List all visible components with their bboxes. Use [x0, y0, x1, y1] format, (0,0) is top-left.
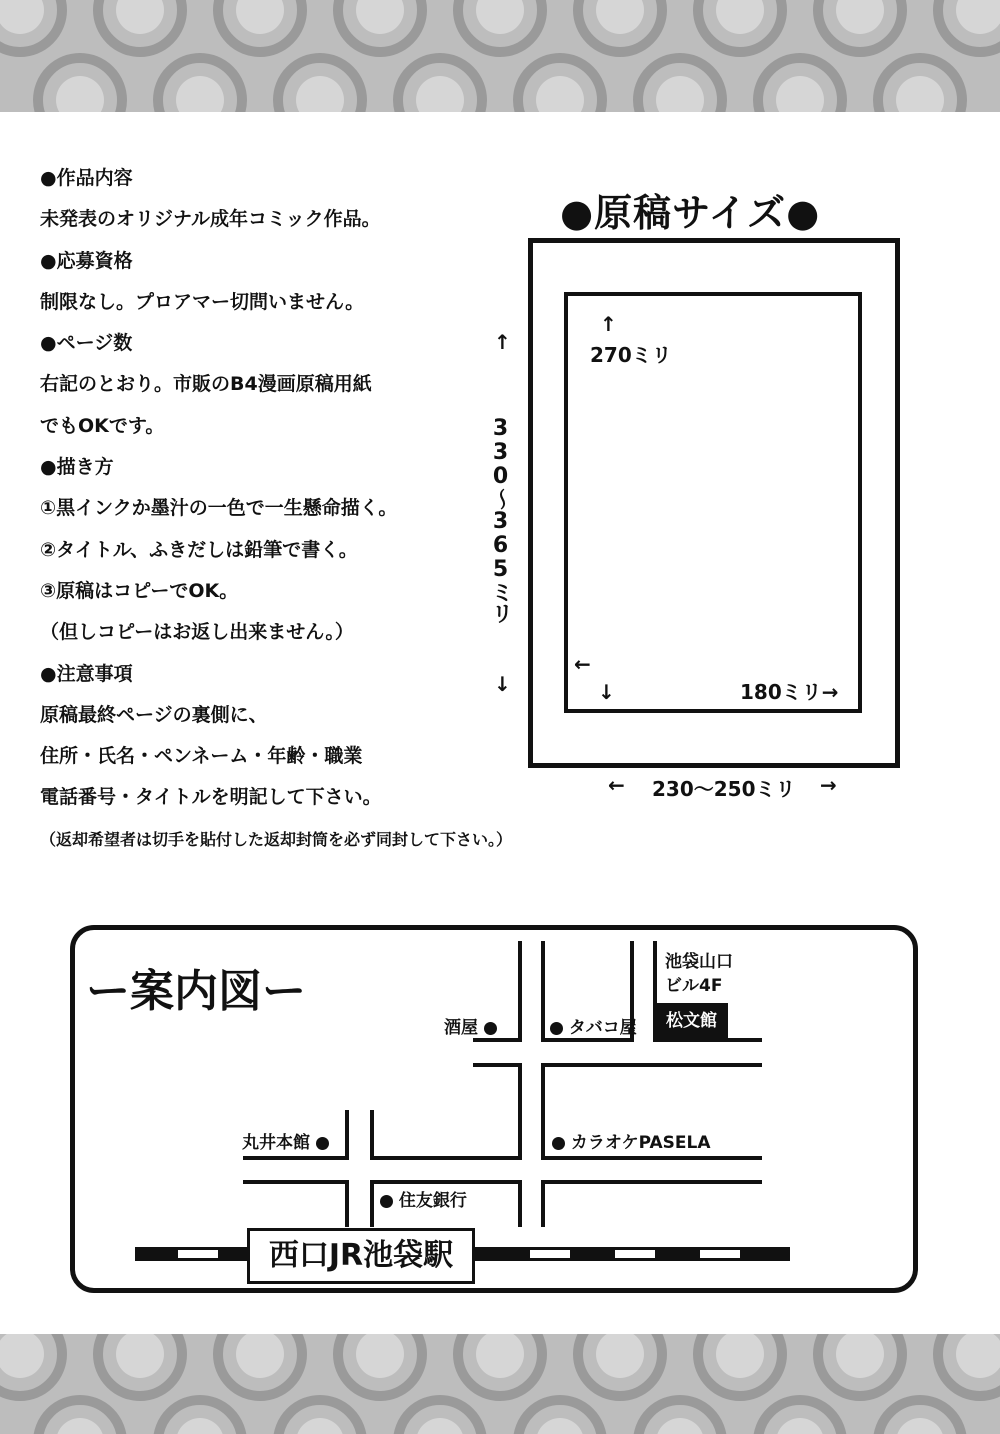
- location-dot-icon: [550, 1022, 563, 1035]
- req-line-10: ②タイトル、ふきだしは鉛筆で書く。: [40, 538, 358, 561]
- location-dot-icon: [380, 1195, 393, 1208]
- req-line-8: ●描き方: [40, 456, 114, 479]
- req-line-5: ●ページ数: [40, 332, 133, 355]
- req-line-14: 原稿最終ページの裏側に、: [40, 703, 268, 726]
- station-label: 西口JR池袋駅: [247, 1228, 475, 1284]
- outer-height-label: 330〜365ミリ: [488, 416, 513, 623]
- map-title: ー案内図ー: [86, 966, 306, 1017]
- req-line-4: 制限なし。プロアマー切問いません。: [40, 290, 365, 313]
- building-label-line2: ビル4F: [665, 976, 723, 996]
- bottom-dot-pattern-band: [0, 1334, 1000, 1434]
- marui-label: 丸井本館: [242, 1128, 329, 1153]
- building-label: [665, 950, 733, 998]
- location-dot-icon: [484, 1022, 497, 1035]
- up-arrow-icon: ↑: [600, 312, 617, 336]
- dot-pattern: [0, 1334, 1000, 1434]
- tabako-label: タバコ屋: [550, 1013, 637, 1038]
- req-line-13: ●注意事項: [40, 662, 133, 685]
- req-line-9: ①黒インクか墨汁の一色で一生懸命描く。: [40, 497, 398, 520]
- req-line-3: ●応募資格: [40, 249, 133, 272]
- location-dot-icon: [316, 1137, 329, 1150]
- outer-up-arrow-icon: ↑: [494, 330, 511, 354]
- left-arrow-icon: ←: [574, 652, 591, 676]
- inner-width-label: 180ミリ→: [740, 680, 839, 704]
- inner-height-label: 270ミリ: [590, 343, 672, 367]
- manuscript-size-title: ●原稿サイズ●: [560, 191, 821, 235]
- req-line-2: 未発表のオリジナル成年コミック作品。: [40, 208, 381, 231]
- sumitomo-label: 住友銀行: [380, 1186, 467, 1211]
- shobunkan-box: 松文館: [655, 1003, 728, 1040]
- outer-left-arrow-icon: ←: [608, 773, 625, 797]
- req-line-6: 右記のとおり。市販のB4漫画原稿用紙: [40, 373, 372, 396]
- req-line-17: （返却希望者は切手を貼付した返却封筒を必ず同封して下さい。）: [40, 829, 513, 849]
- outer-width-label: 230〜250ミリ: [652, 777, 796, 801]
- req-line-15: 住所・氏名・ペンネーム・年齢・職業: [40, 745, 363, 768]
- down-arrow-icon: ↓: [598, 680, 615, 704]
- location-dot-icon: [552, 1137, 565, 1150]
- req-line-7: でもOKです。: [40, 414, 165, 437]
- req-line-12: （但しコピーはお返し出来ません。）: [40, 621, 354, 644]
- req-line-1: ●作品内容: [40, 167, 133, 189]
- sakaya-label: 酒屋: [444, 1013, 497, 1038]
- outer-down-arrow-icon: ↓: [494, 672, 511, 696]
- req-line-11: ③原稿はコピーでOK。: [40, 579, 239, 602]
- req-line-16: 電話番号・タイトルを明記して下さい。: [40, 786, 382, 809]
- karaoke-label: カラオケPASELA: [552, 1128, 710, 1153]
- outer-right-arrow-icon: →: [820, 773, 837, 797]
- building-label-line1: 池袋山口: [665, 952, 733, 972]
